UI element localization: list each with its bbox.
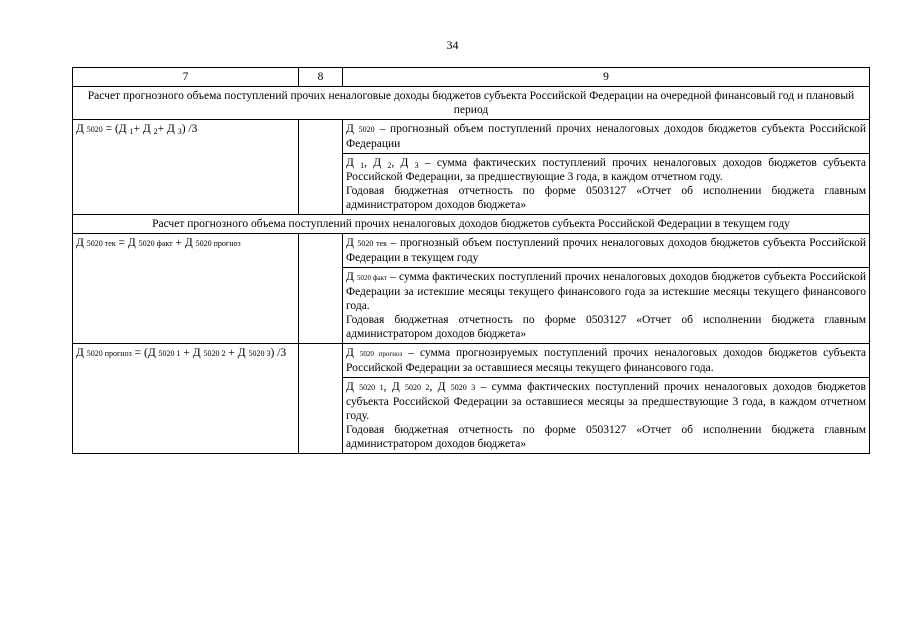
header-row [73, 68, 870, 87]
empty-cell [299, 120, 343, 215]
section-title-row [73, 87, 870, 120]
empty-cell [299, 344, 343, 454]
description-cell: Д 5020 1, Д 5020 2, Д 5020 3 – сумма фактических поступлений прочих неналоговых доходов бюджетов субъекта Российской Федерации за оставшиеся месяцы за предшествующие 3 года, в каждом отчетном году. Годовая бюджетная отчетность по форме 0503127 «Отчет об исполнении бюджета главным администратором доходов бюджета» [343, 378, 870, 454]
column-header-9: 9 [343, 68, 870, 87]
empty-cell [299, 234, 343, 344]
section-title-current: Расчет прогнозного объема поступлений прочих неналоговых доходов бюджетов субъекта Российской Федерации в текущем году [73, 215, 870, 234]
page-number: 34 [446, 38, 459, 52]
formula-current: Д 5020 тек = Д 5020 факт + Д 5020 прогноз [73, 234, 299, 344]
column-header-8: 8 [299, 68, 343, 87]
formula-annual: Д 5020 = (Д $_1$+ Д $_2$+ Д $_3$) /3 [73, 120, 299, 215]
description-cell: Д 5020 – прогнозный объем поступлений прочих неналоговых доходов бюджетов субъекта Российской Федерации [343, 120, 870, 154]
section-title-annual: Расчет прогнозного объема поступлений прочих неналоговые доходы бюджетов субъекта Российской Федерации на очередной финансовый год и плановый период [73, 87, 870, 120]
column-header-7: 7 [73, 68, 299, 87]
formula-forecast: Д 5020 прогноз = (Д 5020 1 + Д 5020 2 + Д 5020 3) /3 [73, 344, 299, 454]
table-row [73, 344, 870, 378]
description-cell: Д 5020 тек – прогнозный объем поступлений прочих неналоговых доходов бюджетов субъекта Российской Федерации в текущем году [343, 234, 870, 268]
table-row [73, 120, 870, 154]
description-cell: Д $_1$, Д $_2$, Д $_3$ – сумма фактических поступлений прочих неналоговых доходов бюджетов субъекта Российской Федерации, за предшествующие 3 года, в каждом отчетном году. Годовая бюджетная отчетность по форме 0503127 «Отчет об исполнении бюджета главным администратором доходов бюджета» [343, 154, 870, 215]
methodology-table [72, 67, 870, 454]
description-cell: Д 5020 прогноз – сумма прогнозируемых поступлений прочих неналоговых доходов бюджетов субъекта Российской Федерации за оставшиеся месяцы текущего финансового года. [343, 344, 870, 378]
section-title-row [73, 215, 870, 234]
table-row [73, 234, 870, 268]
description-cell: Д 5020 факт – сумма фактических поступлений прочих неналоговых доходов бюджетов субъекта Российской Федерации за истекшие месяцы текущего финансового года за истекшие месяцы текущего финансового года. Годовая бюджетная отчетность по форме 0503127 «Отчет об исполнении бюджета главным администратором доходов бюджета» [343, 268, 870, 344]
